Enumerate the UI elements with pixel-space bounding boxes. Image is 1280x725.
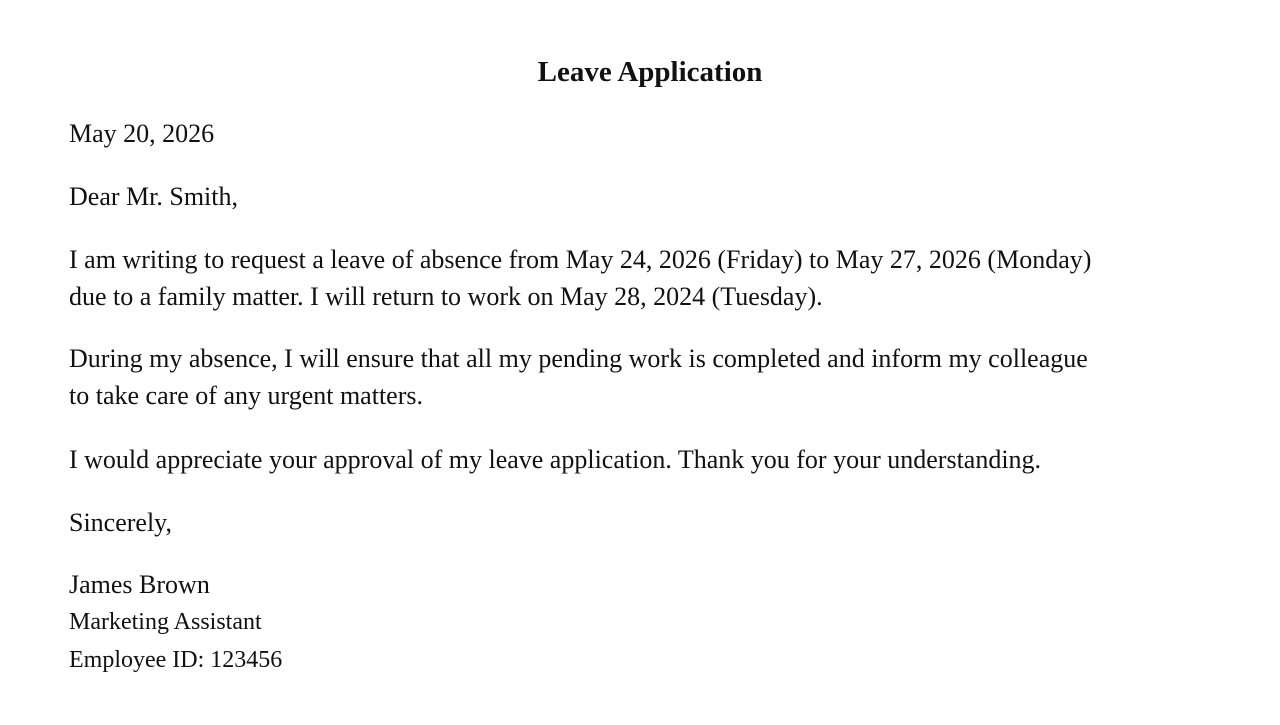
closing: Sincerely,: [69, 508, 172, 537]
paragraph-request: [69, 241, 1229, 315]
paragraph-line: During my absence, I will ensure that all my pending work is completed and inform my colleague: [69, 344, 1088, 373]
paragraph-absence: [69, 340, 1229, 414]
signature-position: Marketing Assistant: [69, 609, 262, 635]
paragraph-line: to take care of any urgent matters.: [69, 381, 423, 410]
letter-date: May 20, 2026: [69, 119, 215, 148]
paragraph-line: I am writing to request a leave of absence from May 24, 2026 (Friday) to May 27, 2026 (Monday): [69, 245, 1092, 274]
employee-id: Employee ID: 123456: [69, 647, 283, 673]
paragraph-line: due to a family matter. I will return to work on May 28, 2024 (Tuesday).: [69, 282, 823, 311]
signature-name: James Brown: [69, 570, 210, 599]
paragraph-appreciation: [69, 441, 1229, 478]
paragraph-line: I would appreciate your approval of my leave application. Thank you for your understanding.: [69, 445, 1042, 474]
document-title: Leave Application: [537, 56, 763, 88]
salutation: Dear Mr. Smith,: [69, 182, 238, 211]
